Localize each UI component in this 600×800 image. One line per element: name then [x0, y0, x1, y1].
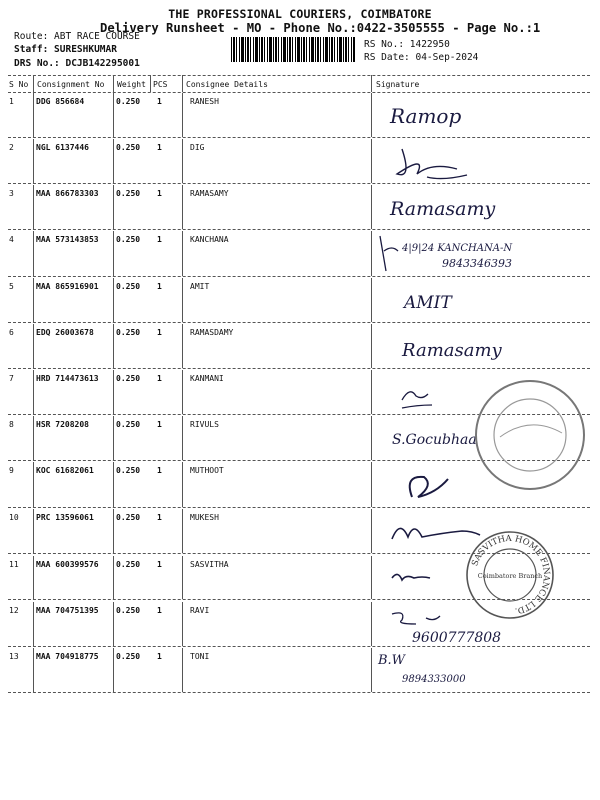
handwritten-signature: [372, 231, 572, 275]
handwritten-signature: [372, 648, 572, 692]
cell-pcs: 1: [157, 560, 162, 569]
cell-weight: 0.250: [116, 652, 141, 661]
col-header-sno: S No: [9, 80, 29, 89]
cell-sno: 4: [9, 235, 14, 244]
cell-consignment: MAA 704918775: [36, 652, 99, 661]
row-separator: [8, 368, 590, 369]
cell-weight: 0.250: [116, 328, 141, 337]
header-top-rule: [8, 75, 590, 76]
row-separator: [8, 137, 590, 138]
col-divider: [182, 648, 183, 692]
stamp-circle-icon: [470, 375, 590, 495]
cell-weight: 0.250: [116, 143, 141, 152]
cell-consignee: MUTHOOT: [190, 466, 224, 475]
col-divider: [33, 185, 34, 229]
cell-consignee: RAMASAMY: [190, 189, 229, 198]
col-divider: [182, 556, 183, 599]
col-divider: [182, 93, 183, 137]
col-divider: [113, 185, 114, 229]
cell-consignee: RAVI: [190, 606, 210, 615]
cell-consignment: HSR 7208208: [36, 420, 89, 429]
col-header-consignee: Consignee Details: [186, 80, 268, 89]
cell-sno: 7: [9, 374, 14, 383]
cell-consignment: PRC 13596061: [36, 513, 94, 522]
row-separator: [8, 322, 590, 323]
cell-sno: 9: [9, 466, 14, 475]
cell-weight: 0.250: [116, 374, 141, 383]
cell-weight: 0.250: [116, 282, 141, 291]
cell-weight: 0.250: [116, 606, 141, 615]
row-separator: [8, 229, 590, 230]
cell-sno: 1: [9, 97, 14, 106]
handwritten-signature: [372, 93, 572, 137]
handwritten-signature: [372, 278, 572, 322]
col-divider: [113, 370, 114, 414]
row-separator: [8, 507, 590, 508]
cell-consignee: RAMASDAMY: [190, 328, 234, 337]
col-divider: [33, 231, 34, 276]
cell-consignment: MAA 866783303: [36, 189, 99, 198]
col-divider: [33, 324, 34, 368]
col-divider: [113, 278, 114, 322]
col-divider: [182, 462, 183, 507]
cell-weight: 0.250: [116, 97, 141, 106]
svg-text:Ramasamy: Ramasamy: [402, 340, 502, 361]
stamp-name: SASVITHA HOME FINANCE LTD.: [470, 533, 552, 616]
cell-consignment: MAA 865916901: [36, 282, 99, 291]
svg-text:9843346393: 9843346393: [442, 257, 512, 270]
company-name: THE PROFESSIONAL COURIERS, COIMBATORE: [168, 7, 432, 21]
cell-consignee: TONI: [190, 652, 210, 661]
svg-text:9600777808: 9600777808: [412, 630, 502, 646]
cell-weight: 0.250: [116, 189, 141, 198]
col-divider: [182, 324, 183, 368]
col-divider: [113, 93, 114, 137]
cell-consignment: NGL 6137446: [36, 143, 89, 152]
svg-text:9894333000: 9894333000: [402, 674, 466, 685]
col-divider: [113, 556, 114, 599]
cell-pcs: 1: [157, 420, 162, 429]
col-divider: [113, 139, 114, 183]
cell-sno: 2: [9, 143, 14, 152]
cell-consignee: RANESH: [190, 97, 219, 106]
col-header-pcs: PCS: [153, 80, 168, 89]
col-divider: [113, 75, 114, 92]
cell-consignment: DDG 856684: [36, 97, 85, 106]
col-divider: [33, 416, 34, 460]
col-divider: [371, 75, 372, 92]
runsheet-title: Delivery Runsheet - MO - Phone No.:0422-3505555 - Page No.:1: [100, 21, 541, 35]
col-divider: [33, 93, 34, 137]
col-divider: [33, 370, 34, 414]
cell-pcs: 1: [157, 652, 162, 661]
cell-consignment: EDQ 26003678: [36, 328, 94, 337]
cell-sno: 8: [9, 420, 14, 429]
cell-consignee: RIVULS: [190, 420, 219, 429]
svg-text:4|9|24 KANCHANA-N: 4|9|24 KANCHANA-N: [402, 243, 513, 254]
row-separator: [8, 183, 590, 184]
col-divider: [113, 602, 114, 646]
cell-consignee: KANMANI: [190, 374, 224, 383]
col-divider: [33, 602, 34, 646]
cell-weight: 0.250: [116, 513, 141, 522]
col-divider: [182, 509, 183, 553]
drs-number: DRS No.: DCJB142295001: [14, 58, 140, 69]
col-divider: [33, 75, 34, 92]
svg-text:Ramop: Ramop: [390, 104, 462, 128]
cell-sno: 13: [9, 652, 19, 661]
col-divider: [113, 462, 114, 507]
cell-pcs: 1: [157, 143, 162, 152]
cell-pcs: 1: [157, 282, 162, 291]
cell-sno: 3: [9, 189, 14, 198]
cell-sno: 11: [9, 560, 19, 569]
col-divider: [113, 509, 114, 553]
staff: Staff: SURESHKUMAR: [14, 44, 117, 55]
cell-sno: 5: [9, 282, 14, 291]
cell-consignment: HRD 714473613: [36, 374, 99, 383]
rs-number: RS No.: 1422950: [364, 39, 450, 50]
col-divider: [33, 556, 34, 599]
col-divider: [150, 75, 151, 92]
handwritten-signature: [372, 602, 572, 646]
col-divider: [182, 231, 183, 276]
cell-consignment: MAA 704751395: [36, 606, 99, 615]
cell-pcs: 1: [157, 235, 162, 244]
cell-consignee: KANCHANA: [190, 235, 229, 244]
cell-pcs: 1: [157, 513, 162, 522]
col-divider: [113, 648, 114, 692]
cell-pcs: 1: [157, 374, 162, 383]
col-divider: [113, 416, 114, 460]
cell-weight: 0.250: [116, 420, 141, 429]
cell-consignee: DIG: [190, 143, 205, 152]
col-divider: [182, 416, 183, 460]
svg-text:B.W: B.W: [378, 653, 406, 668]
cell-sno: 6: [9, 328, 14, 337]
col-divider: [113, 231, 114, 276]
handwritten-signature: [372, 185, 572, 229]
col-divider: [182, 278, 183, 322]
col-divider: [33, 139, 34, 183]
route: Route: ABT RACE COURSE: [14, 31, 140, 42]
col-header-weight: Weight: [117, 80, 146, 89]
col-divider: [182, 185, 183, 229]
cell-sno: 10: [9, 513, 19, 522]
cell-pcs: 1: [157, 189, 162, 198]
col-divider: [182, 602, 183, 646]
cell-weight: 0.250: [116, 466, 141, 475]
row-separator: [8, 692, 590, 693]
cell-pcs: 1: [157, 606, 162, 615]
cell-consignment: MAA 600399576: [36, 560, 99, 569]
cell-pcs: 1: [157, 97, 162, 106]
branch-stamp: [465, 530, 555, 620]
handwritten-signature: [372, 324, 572, 368]
cell-sno: 12: [9, 606, 19, 615]
col-divider: [182, 75, 183, 92]
rs-date: RS Date: 04-Sep-2024: [364, 52, 479, 63]
row-separator: [8, 276, 590, 277]
col-divider: [33, 648, 34, 692]
cell-consignment: KOC 61682061: [36, 466, 94, 475]
col-divider: [33, 509, 34, 553]
col-header-signature: Signature: [376, 80, 420, 89]
cell-consignment: MAA 573143853: [36, 235, 99, 244]
svg-text:S.Gocubhaa: S.Gocubhaa: [392, 432, 477, 448]
barcode: [231, 37, 355, 62]
cell-pcs: 1: [157, 466, 162, 475]
svg-text:AMIT: AMIT: [404, 293, 452, 313]
row-separator: [8, 646, 590, 647]
col-header-consignment: Consignment No: [37, 80, 105, 89]
col-divider: [113, 324, 114, 368]
handwritten-signature: [372, 139, 572, 183]
cell-weight: 0.250: [116, 235, 141, 244]
col-divider: [182, 370, 183, 414]
cell-consignee: MUKESH: [190, 513, 219, 522]
cell-consignee: SASVITHA: [190, 560, 229, 569]
svg-text:Ramasamy: Ramasamy: [390, 198, 496, 220]
col-divider: [182, 139, 183, 183]
col-divider: [33, 462, 34, 507]
cell-weight: 0.250: [116, 560, 141, 569]
col-divider: [33, 278, 34, 322]
stamp-branch: Coimbatore Branch: [477, 572, 543, 580]
cell-pcs: 1: [157, 328, 162, 337]
cell-consignee: AMIT: [190, 282, 210, 291]
